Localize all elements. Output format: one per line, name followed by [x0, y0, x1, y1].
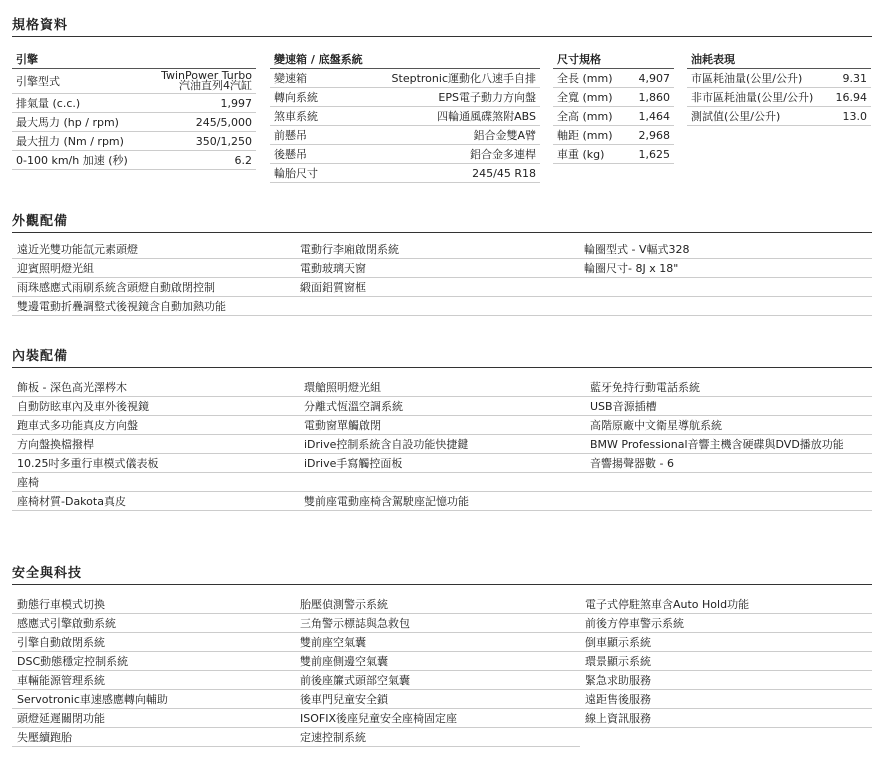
feature-item: 定速控制系統: [295, 728, 580, 747]
feature-item: 方向盤換檔撥桿: [12, 435, 299, 454]
spec-key: 軸距 (mm): [557, 129, 613, 142]
spec-key: 後懸吊: [274, 148, 307, 161]
feature-item: [579, 278, 872, 297]
feature-item: 跑車式多功能真皮方向盤: [12, 416, 299, 435]
feature-item: 感應式引擎啟動系統: [12, 614, 295, 633]
feature-item: 迎賓照明燈光組: [12, 259, 295, 278]
spec-value: 1,464: [638, 109, 670, 123]
feature-item: 高階原廠中文衛星導航系統: [585, 416, 872, 435]
spec-value: 1,625: [638, 147, 670, 161]
exterior-col-2: [295, 240, 579, 316]
feature-item: [585, 492, 872, 511]
feature-item: 線上資訊服務: [580, 709, 872, 728]
engine-heading: 引擎: [12, 50, 256, 69]
spec-value: 1,997: [220, 96, 252, 110]
transmission-row: [270, 69, 540, 88]
feature-item: 動態行車模式切換: [12, 595, 295, 614]
dimensions-heading: 尺寸規格: [553, 50, 674, 69]
spec-key: 排氣量 (c.c.): [16, 97, 81, 110]
engine-row: [12, 69, 256, 94]
dimensions-row: [553, 88, 674, 107]
feature-item: 雙前座電動座椅含駕駛座記憶功能: [299, 492, 585, 511]
dimensions-row: [553, 145, 674, 164]
feature-item: 藍牙免持行動電話系統: [585, 378, 872, 397]
feature-item: 雙前座空氣囊: [295, 633, 580, 652]
exterior-divider: [12, 232, 872, 233]
spec-value: 350/1,250: [195, 134, 252, 148]
specs-divider: [12, 36, 872, 37]
feature-item: 遠近光雙功能氙元素頭燈: [12, 240, 295, 259]
feature-item: 座椅材質-Dakota真皮: [12, 492, 299, 511]
dimensions-row: [553, 69, 674, 88]
feature-item: 自動防眩車內及車外後視鏡: [12, 397, 299, 416]
spec-value: 鋁合金雙A臂: [473, 129, 536, 142]
spec-value: 4,907: [638, 71, 670, 85]
spec-value-line1: TwinPower Turbo: [161, 69, 252, 82]
feature-item: 電動行李廂啟閉系統: [295, 240, 579, 259]
transmission-row: [270, 145, 540, 164]
feature-item: 電動窗單觸啟閉: [299, 416, 585, 435]
interior-divider: [12, 367, 872, 368]
interior-col-1: [12, 378, 299, 511]
transmission-heading: 變速箱 / 底盤系統: [270, 50, 540, 69]
safety-divider: [12, 584, 872, 585]
dimensions-table: [553, 50, 674, 164]
feature-item: 音響揚聲器數 - 6: [585, 454, 872, 473]
spec-value: 245/5,000: [195, 115, 252, 129]
feature-item: 電子式停駐煞車含Auto Hold功能: [580, 595, 872, 614]
spec-key: 最大馬力 (hp / rpm): [16, 116, 119, 129]
feature-item: 後車門兒童安全鎖: [295, 690, 580, 709]
spec-value: 9.31: [842, 71, 867, 85]
feature-item: DSC動態穩定控制系統: [12, 652, 295, 671]
spec-key: 全高 (mm): [557, 110, 613, 123]
feature-item: [585, 473, 872, 492]
feature-item: 引擎自動啟閉系統: [12, 633, 295, 652]
safety-col-2: [295, 595, 580, 747]
transmission-table: [270, 50, 540, 183]
fuel-row: [687, 88, 871, 107]
feature-item: USB音源插槽: [585, 397, 872, 416]
safety-col-3: [580, 595, 872, 728]
spec-key: 引擎型式: [16, 75, 60, 88]
spec-key: 最大扭力 (Nm / rpm): [16, 135, 124, 148]
engine-table: [12, 50, 256, 170]
safety-col-1: [12, 595, 295, 747]
spec-value: EPS電子動力方向盤: [438, 91, 536, 104]
feature-item: [579, 297, 872, 316]
feature-item: 10.25吋多重行車模式儀表板: [12, 454, 299, 473]
feature-item: 前後方停車警示系統: [580, 614, 872, 633]
spec-value: 鋁合金多連桿: [470, 148, 536, 161]
spec-key: 全寬 (mm): [557, 91, 613, 104]
feature-item: 雙邊電動折疊調整式後視鏡含自動加熱功能: [12, 297, 295, 316]
dimensions-row: [553, 107, 674, 126]
fuel-table: [687, 50, 871, 126]
exterior-col-1: [12, 240, 295, 316]
spec-key: 煞車系統: [274, 110, 318, 123]
feature-item: 輪圈尺寸- 8J x 18": [579, 259, 872, 278]
feature-item: 遠距售後服務: [580, 690, 872, 709]
feature-item: 雙前座側邊空氣囊: [295, 652, 580, 671]
spec-value: 6.2: [234, 153, 252, 167]
engine-row: [12, 151, 256, 170]
feature-item: 電動玻璃天窗: [295, 259, 579, 278]
feature-item: Servotronic車速感應轉向輔助: [12, 690, 295, 709]
feature-item: 飾板 - 深色高光澤梣木: [12, 378, 299, 397]
fuel-row: [687, 69, 871, 88]
spec-key: 前懸吊: [274, 129, 307, 142]
feature-item: 緊急求助服務: [580, 671, 872, 690]
spec-key: 0-100 km/h 加速 (秒): [16, 154, 128, 167]
spec-value: 13.0: [842, 109, 867, 123]
specs-section-title: 規格資料: [12, 18, 69, 33]
feature-item: 座椅: [12, 473, 299, 492]
spec-value-line2: 汽油直列4汽缸: [179, 79, 252, 92]
feature-item: iDrive控制系統含自設功能快捷鍵: [299, 435, 585, 454]
spec-value: 1,860: [638, 90, 670, 104]
feature-item: 環艙照明燈光組: [299, 378, 585, 397]
feature-item: 車輛能源管理系統: [12, 671, 295, 690]
spec-value: 16.94: [835, 90, 867, 104]
feature-item: 倒車顯示系統: [580, 633, 872, 652]
feature-item: 環景顯示系統: [580, 652, 872, 671]
spec-value: 四輪通風碟煞附ABS: [437, 110, 536, 123]
feature-item: 緞面鋁質窗框: [295, 278, 579, 297]
feature-item: BMW Professional音響主機含硬碟與DVD播放功能: [585, 435, 872, 454]
transmission-row: [270, 164, 540, 183]
engine-row: [12, 132, 256, 151]
spec-key: 變速箱: [274, 72, 307, 85]
spec-key: 轉向系統: [274, 91, 318, 104]
feature-item: [299, 473, 585, 492]
transmission-row: [270, 126, 540, 145]
engine-row: [12, 113, 256, 132]
spec-value: [161, 71, 252, 91]
feature-item: 分離式恆溫空調系統: [299, 397, 585, 416]
spec-key: 市區耗油量(公里/公升): [691, 72, 803, 85]
feature-item: ISOFIX後座兒童安全座椅固定座: [295, 709, 580, 728]
feature-item: 失壓續跑胎: [12, 728, 295, 747]
interior-col-2: [299, 378, 585, 511]
feature-item: 雨珠感應式雨刷系統含頭燈自動啟閉控制: [12, 278, 295, 297]
spec-key: 非市區耗油量(公里/公升): [691, 91, 814, 104]
exterior-col-3: [579, 240, 872, 316]
feature-item: 前後座簾式頭部空氣囊: [295, 671, 580, 690]
feature-item: 胎壓偵測警示系統: [295, 595, 580, 614]
spec-value: 2,968: [638, 128, 670, 142]
fuel-row: [687, 107, 871, 126]
transmission-row: [270, 107, 540, 126]
dimensions-row: [553, 126, 674, 145]
spec-value: 245/45 R18: [472, 166, 536, 180]
transmission-row: [270, 88, 540, 107]
spec-value: Steptronic運動化八速手自排: [391, 72, 536, 85]
fuel-heading: 油耗表現: [687, 50, 871, 69]
feature-item: iDrive手寫觸控面板: [299, 454, 585, 473]
interior-col-3: [585, 378, 872, 511]
feature-item: [295, 297, 579, 316]
spec-key: 車重 (kg): [557, 148, 605, 161]
engine-row: [12, 94, 256, 113]
exterior-section-title: 外觀配備: [12, 214, 69, 229]
feature-item: 三角警示標誌與急救包: [295, 614, 580, 633]
interior-section-title: 內裝配備: [12, 349, 69, 364]
safety-section-title: 安全與科技: [12, 566, 83, 581]
feature-item: 頭燈延遲關閉功能: [12, 709, 295, 728]
spec-key: 測試值(公里/公升): [691, 110, 781, 123]
feature-item: 輪圈型式 - V輻式328: [579, 240, 872, 259]
spec-key: 全長 (mm): [557, 72, 613, 85]
spec-key: 輪胎尺寸: [274, 167, 318, 180]
